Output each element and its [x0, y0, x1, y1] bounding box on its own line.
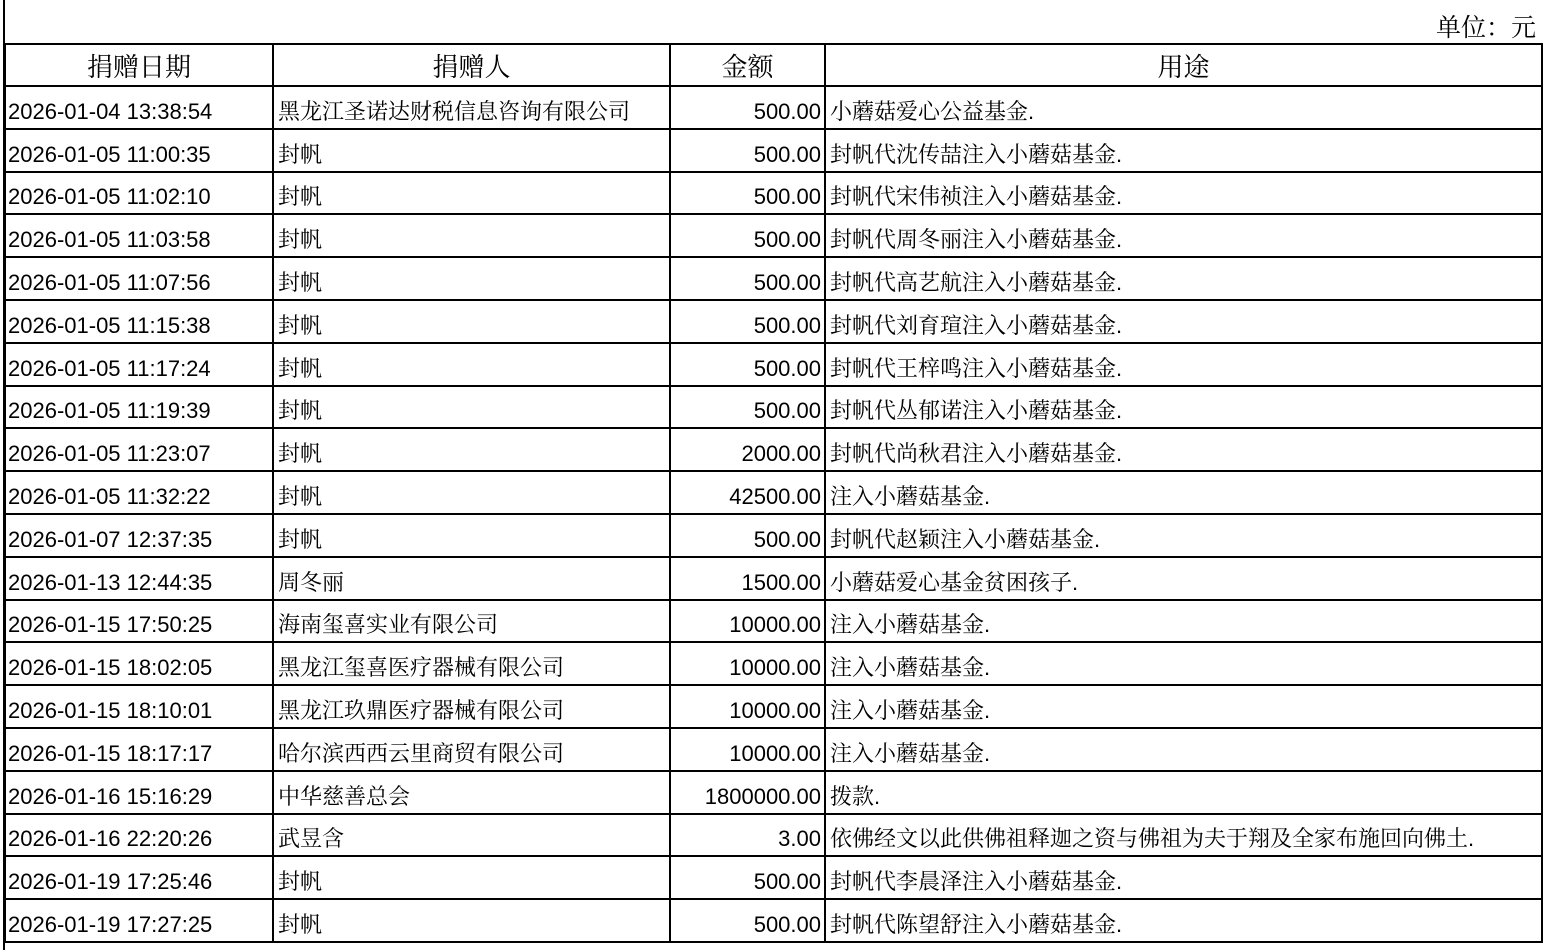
cell-purpose: 注入小蘑菇基金.	[825, 471, 1542, 514]
table-row	[5, 428, 1542, 471]
header-date: 捐赠日期	[5, 44, 273, 86]
table-row	[5, 343, 1542, 386]
table-row	[5, 642, 1542, 685]
donation-table	[4, 43, 1543, 943]
cell-amount: 1800000.00	[670, 771, 825, 814]
cell-donor: 周冬丽	[273, 557, 670, 600]
cell-donor: 封帆	[273, 343, 670, 386]
cell-purpose: 注入小蘑菇基金.	[825, 728, 1542, 771]
cell-date: 2026-01-15 18:02:05	[5, 642, 273, 685]
cell-purpose: 封帆代周冬丽注入小蘑菇基金.	[825, 214, 1542, 257]
cell-date: 2026-01-05 11:19:39	[5, 386, 273, 429]
cell-date: 2026-01-19 17:25:46	[5, 856, 273, 899]
cell-amount: 10000.00	[670, 642, 825, 685]
unit-label: 单位：元	[1435, 14, 1536, 42]
cell-donor: 封帆	[273, 300, 670, 343]
cell-donor: 封帆	[273, 471, 670, 514]
cell-donor: 封帆	[273, 386, 670, 429]
cell-donor: 黑龙江玖鼎医疗器械有限公司	[273, 685, 670, 728]
table-row	[5, 899, 1542, 942]
cell-purpose: 注入小蘑菇基金.	[825, 642, 1542, 685]
cell-date: 2026-01-05 11:15:38	[5, 300, 273, 343]
header-donor: 捐赠人	[273, 44, 670, 86]
cell-purpose: 封帆代王梓鸣注入小蘑菇基金.	[825, 343, 1542, 386]
cell-date: 2026-01-05 11:32:22	[5, 471, 273, 514]
cell-purpose: 封帆代陈望舒注入小蘑菇基金.	[825, 899, 1542, 942]
cell-amount: 500.00	[670, 386, 825, 429]
cell-date: 2026-01-16 22:20:26	[5, 814, 273, 857]
table-row	[5, 600, 1542, 643]
cell-purpose: 封帆代宋伟祯注入小蘑菇基金.	[825, 172, 1542, 215]
cell-date: 2026-01-05 11:23:07	[5, 428, 273, 471]
cell-purpose: 封帆代尚秋君注入小蘑菇基金.	[825, 428, 1542, 471]
cell-donor: 中华慈善总会	[273, 771, 670, 814]
cell-amount: 500.00	[670, 343, 825, 386]
table-row	[5, 172, 1542, 215]
table-row	[5, 471, 1542, 514]
table-row	[5, 514, 1542, 557]
cell-donor: 武昱含	[273, 814, 670, 857]
cell-amount: 10000.00	[670, 728, 825, 771]
cell-amount: 10000.00	[670, 600, 825, 643]
table-row	[5, 814, 1542, 857]
cell-amount: 500.00	[670, 172, 825, 215]
cell-purpose: 封帆代丛郁诺注入小蘑菇基金.	[825, 386, 1542, 429]
cell-date: 2026-01-15 18:17:17	[5, 728, 273, 771]
table-header-row	[5, 44, 1542, 86]
cell-date: 2026-01-05 11:17:24	[5, 343, 273, 386]
cell-donor: 封帆	[273, 129, 670, 172]
cell-donor: 黑龙江玺喜医疗器械有限公司	[273, 642, 670, 685]
table-row	[5, 685, 1542, 728]
cell-donor: 封帆	[273, 514, 670, 557]
cell-purpose: 封帆代赵颖注入小蘑菇基金.	[825, 514, 1542, 557]
table-row	[5, 856, 1542, 899]
cell-date: 2026-01-19 17:27:25	[5, 899, 273, 942]
cell-amount: 500.00	[670, 214, 825, 257]
cell-date: 2026-01-05 11:03:58	[5, 214, 273, 257]
cell-date: 2026-01-16 15:16:29	[5, 771, 273, 814]
table-row	[5, 214, 1542, 257]
cell-date: 2026-01-05 11:02:10	[5, 172, 273, 215]
table-body	[5, 86, 1542, 942]
cell-donor: 封帆	[273, 214, 670, 257]
cell-amount: 2000.00	[670, 428, 825, 471]
table-row	[5, 300, 1542, 343]
header-purpose: 用途	[825, 44, 1542, 86]
cell-purpose: 封帆代高艺航注入小蘑菇基金.	[825, 257, 1542, 300]
table-row	[5, 129, 1542, 172]
cell-donor: 封帆	[273, 428, 670, 471]
cell-donor: 黑龙江圣诺达财税信息咨询有限公司	[273, 86, 670, 129]
cell-amount: 500.00	[670, 514, 825, 557]
cell-date: 2026-01-15 17:50:25	[5, 600, 273, 643]
table-row	[5, 557, 1542, 600]
cell-amount: 500.00	[670, 300, 825, 343]
header-amount: 金额	[670, 44, 825, 86]
cell-purpose: 拨款.	[825, 771, 1542, 814]
cell-purpose: 小蘑菇爱心公益基金.	[825, 86, 1542, 129]
cell-amount: 500.00	[670, 856, 825, 899]
cell-amount: 500.00	[670, 257, 825, 300]
cell-donor: 封帆	[273, 899, 670, 942]
cell-purpose: 注入小蘑菇基金.	[825, 685, 1542, 728]
table-row	[5, 386, 1542, 429]
cell-date: 2026-01-05 11:00:35	[5, 129, 273, 172]
table-row	[5, 728, 1542, 771]
cell-purpose: 小蘑菇爱心基金贫困孩子.	[825, 557, 1542, 600]
cell-date: 2026-01-05 11:07:56	[5, 257, 273, 300]
cell-donor: 封帆	[273, 856, 670, 899]
cell-donor: 哈尔滨西西云里商贸有限公司	[273, 728, 670, 771]
cell-date: 2026-01-13 12:44:35	[5, 557, 273, 600]
cell-donor: 海南玺喜实业有限公司	[273, 600, 670, 643]
cell-purpose: 封帆代刘育瑄注入小蘑菇基金.	[825, 300, 1542, 343]
cell-purpose: 依佛经文以此供佛祖释迦之资与佛祖为夫于翔及全家布施回向佛土.	[825, 814, 1542, 857]
table-row	[5, 86, 1542, 129]
cell-amount: 10000.00	[670, 685, 825, 728]
cell-date: 2026-01-07 12:37:35	[5, 514, 273, 557]
cell-amount: 42500.00	[670, 471, 825, 514]
cell-date: 2026-01-04 13:38:54	[5, 86, 273, 129]
table-row	[5, 771, 1542, 814]
cell-donor: 封帆	[273, 172, 670, 215]
cell-amount: 500.00	[670, 86, 825, 129]
cell-amount: 500.00	[670, 129, 825, 172]
cell-purpose: 注入小蘑菇基金.	[825, 600, 1542, 643]
table-row	[5, 257, 1542, 300]
cell-date: 2026-01-15 18:10:01	[5, 685, 273, 728]
cell-amount: 3.00	[670, 814, 825, 857]
cell-purpose: 封帆代沈传喆注入小蘑菇基金.	[825, 129, 1542, 172]
cell-amount: 1500.00	[670, 557, 825, 600]
cell-amount: 500.00	[670, 899, 825, 942]
cell-purpose: 封帆代李晨泽注入小蘑菇基金.	[825, 856, 1542, 899]
cell-donor: 封帆	[273, 257, 670, 300]
